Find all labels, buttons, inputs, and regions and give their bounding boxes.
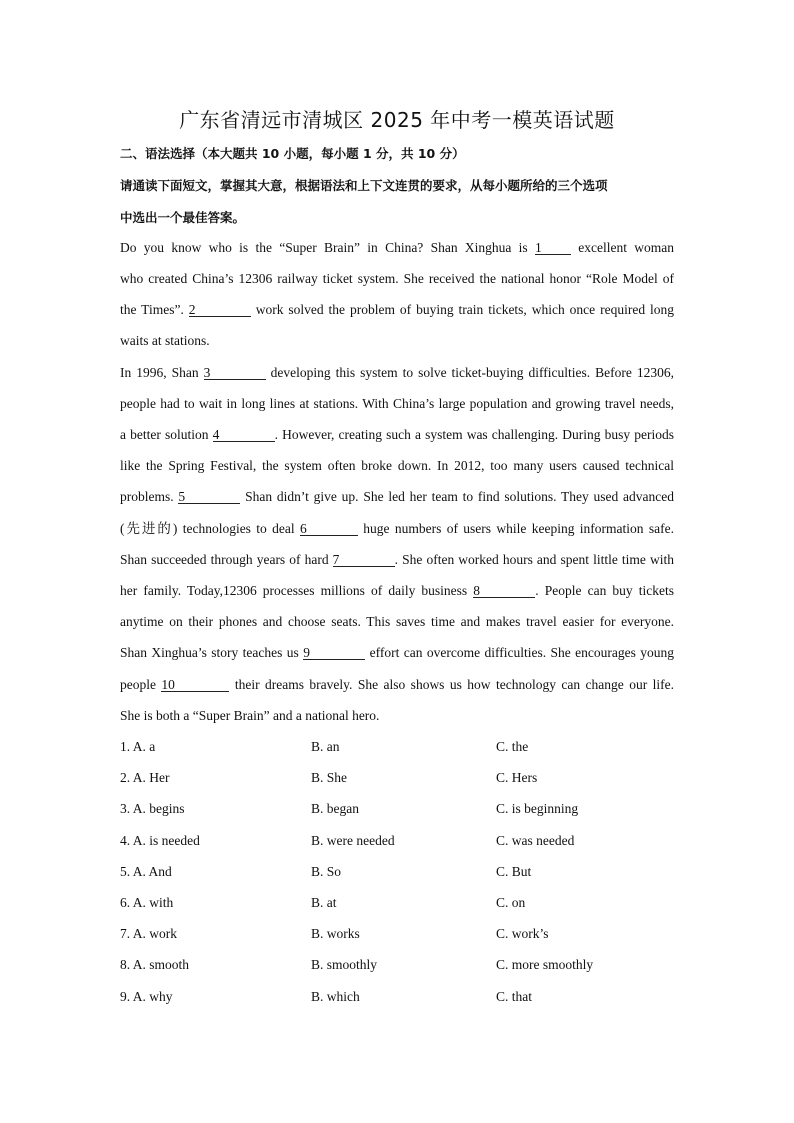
blank-8: 8 (473, 584, 535, 598)
option-b: B. were needed (311, 833, 395, 848)
instructions-line-2: 中选出一个最佳答案。 (120, 210, 246, 225)
passage-line: waits at stations. (120, 333, 210, 348)
blank-9: 9 (303, 646, 365, 660)
passage-line: Shan Xinghua’s story teaches us 9 effort can overcome difficulties. She encourages young (120, 645, 674, 660)
blank-7: 7 (333, 553, 395, 567)
page-title: 广东省清远市清城区 2025 年中考一模英语试题 (179, 108, 615, 132)
option-c: C. that (496, 989, 532, 1004)
blank-5: 5 (178, 490, 240, 504)
option-b: B. smoothly (311, 957, 378, 972)
option-b: B. So (311, 864, 342, 879)
option-a: 1. A. a (120, 739, 156, 754)
passage-line: who created China’s 12306 railway ticket system. She received the national honor “Role Model of (120, 271, 674, 286)
passage-line: (先进的) technologies to deal 6 huge numbers of users while keeping information safe. (120, 521, 674, 536)
option-row-4 (120, 833, 680, 851)
option-c: C. Hers (496, 770, 538, 785)
option-b: B. an (311, 739, 340, 754)
option-a: 4. A. is needed (120, 833, 200, 848)
instructions-line-1: 请通读下面短文，掌握其大意，根据语法和上下文连贯的要求，从每小题所给的三个选项 (120, 178, 608, 193)
blank-10: 10 (161, 678, 229, 692)
option-a: 9. A. why (120, 989, 173, 1004)
passage-line: a better solution 4 . However, creating such a system was challenging. During busy periods (120, 427, 674, 442)
passage-line: the Times”. 2 work solved the problem of buying train tickets, which once required long (120, 302, 675, 317)
section-heading: 二、语法选择（本大题共 10 小题，每小题 1 分，共 10 分） (120, 146, 465, 161)
blank-4: 4 (213, 428, 275, 442)
option-c: C. more smoothly (496, 957, 594, 972)
blank-2: 2 (189, 303, 251, 317)
option-a: 5. A. And (120, 864, 172, 879)
blank-3: 3 (204, 366, 266, 380)
option-row-3 (120, 801, 680, 819)
option-c: C. on (496, 895, 526, 910)
option-b: B. works (311, 926, 360, 941)
option-b: B. She (311, 770, 348, 785)
option-b: B. at (311, 895, 337, 910)
option-b: B. which (311, 989, 360, 1004)
option-a: 2. A. Her (120, 770, 170, 785)
option-row-6 (120, 895, 680, 913)
blank-1: 1 (535, 241, 571, 255)
passage-line: Shan succeeded through years of hard 7 . She often worked hours and spent little time with (120, 552, 674, 567)
passage-line: people had to wait in long lines at stations. With China’s large population and growing travel needs, (120, 396, 674, 411)
option-a: 7. A. work (120, 926, 177, 941)
option-c: C. is beginning (496, 801, 579, 816)
option-row-5 (120, 864, 680, 882)
option-row-9 (120, 989, 680, 1007)
option-c: C. was needed (496, 833, 575, 848)
option-row-2 (120, 770, 680, 788)
option-c: C. But (496, 864, 532, 879)
passage-line: like the Spring Festival, the system often broke down. In 2012, too many users caused technical (120, 458, 674, 473)
passage-line: anytime on their phones and choose seats. This saves time and makes travel easier for everyone. (120, 614, 674, 629)
blank-6: 6 (300, 522, 358, 536)
option-a: 8. A. smooth (120, 957, 190, 972)
option-c: C. the (496, 739, 529, 754)
passage-line: problems. 5 Shan didn’t give up. She led her team to find solutions. They used advanced (120, 489, 674, 504)
option-b: B. began (311, 801, 359, 816)
passage-line: people 10 their dreams bravely. She also shows us how technology can change our life. (120, 677, 674, 692)
option-a: 6. A. with (120, 895, 174, 910)
option-row-8 (120, 957, 680, 975)
passage-line: In 1996, Shan 3 developing this system to solve ticket-buying difficulties. Before 12306, (120, 365, 674, 380)
passage-line: her family. Today,12306 processes millions of daily business 8 . People can buy tickets (120, 583, 675, 598)
passage-line: She is both a “Super Brain” and a national hero. (120, 708, 380, 723)
option-row-1 (120, 739, 680, 757)
option-c: C. work’s (496, 926, 549, 941)
option-row-7 (120, 926, 680, 944)
passage-line: Do you know who is the “Super Brain” in China? Shan Xinghua is 1 excellent woman (120, 240, 675, 255)
option-a: 3. A. begins (120, 801, 185, 816)
